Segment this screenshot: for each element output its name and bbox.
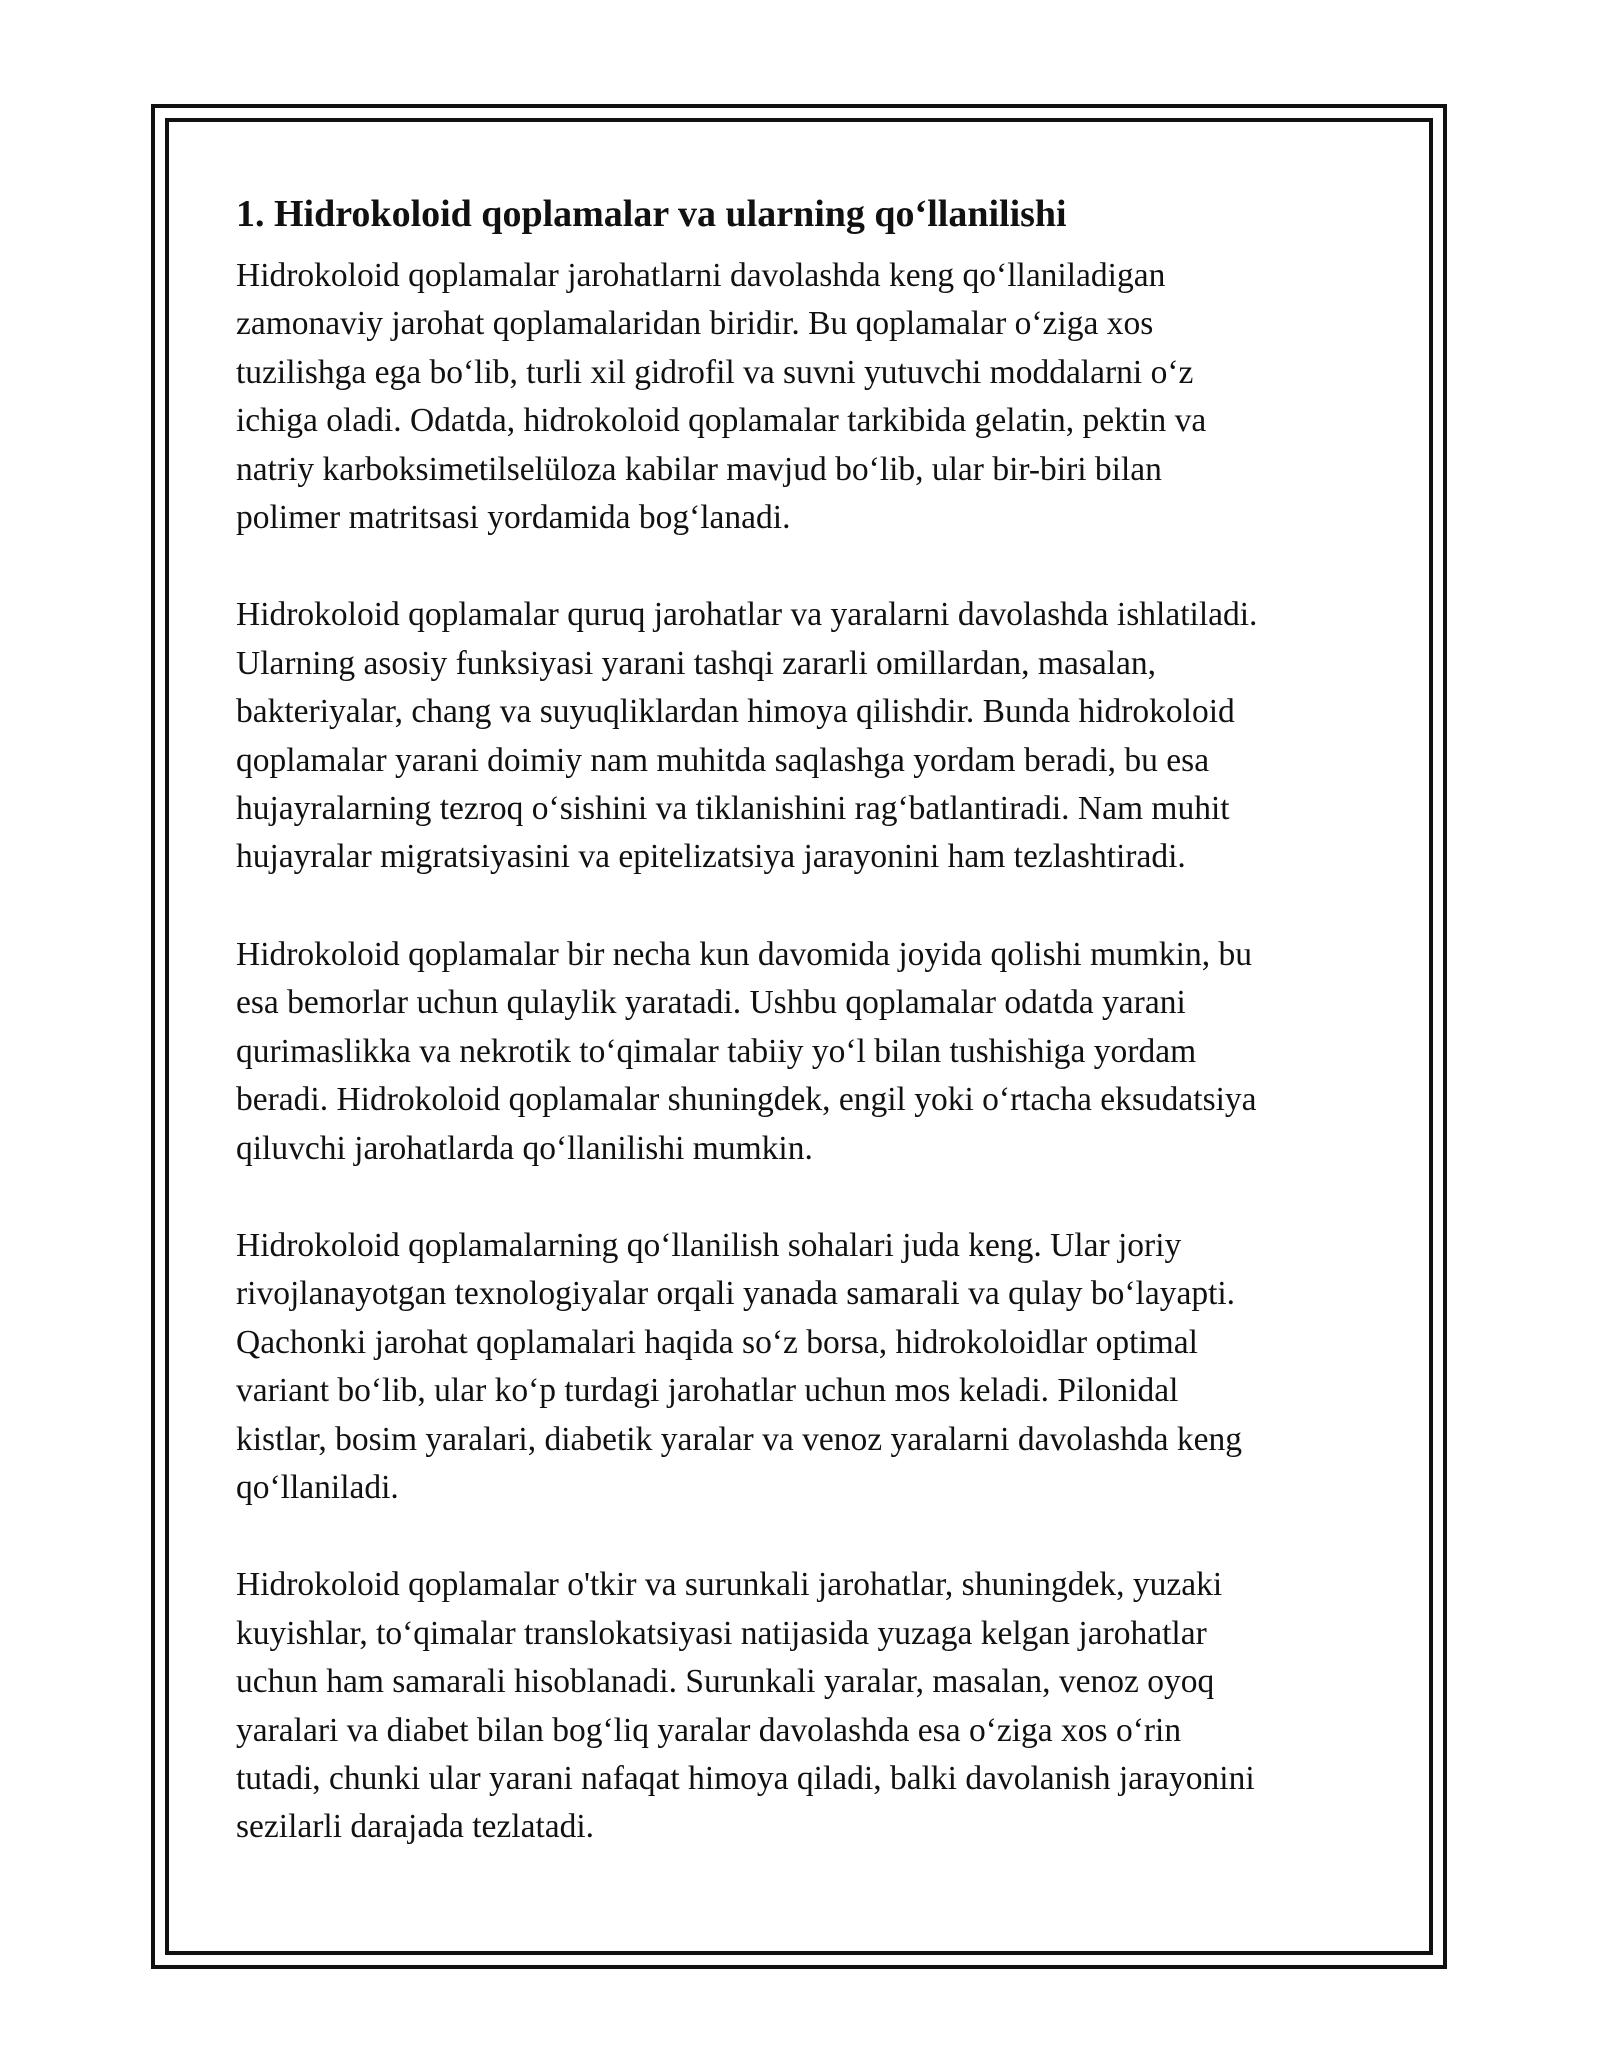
paragraph <box>236 252 1366 542</box>
text-line: polimer matritsasi yordamida bog‘lanadi. <box>236 499 791 537</box>
text-line: tutadi, chunki ular yarani nafaqat himoya qiladi, balki davolanish jarayonini <box>236 1759 1255 1797</box>
text-line: kuyishlar, to‘qimalar translokatsiyasi natijasida yuzaga kelgan jarohatlar <box>236 1614 1207 1652</box>
text-line: natriy karboksimetilselülоza kabilar mavjud bo‘lib, ular bir-biri bilan <box>236 450 1162 488</box>
text-line: esa bemorlar uchun qulaylik yaratadi. Ushbu qoplamalar odatda yarani <box>236 984 1186 1022</box>
text-line: hujayralarning tezroq o‘sishini va tiklanishini rag‘batlantiradi. Nam muhit <box>236 790 1230 828</box>
paragraph <box>236 931 1366 1173</box>
text-line: qo‘llaniladi. <box>236 1468 399 1506</box>
text-line: tuzilishga ega bo‘lib, turli xil gidrofil va suvni yutuvchi moddalarni o‘z <box>236 353 1194 391</box>
text-line: hujayralar migratsiyasini va epitelizatsiya jarayonini ham tezlashtiradi. <box>236 838 1186 876</box>
text-line: Hidrokoloid qoplamalar o'tkir va surunkali jarohatlar, shuningdek, yuzaki <box>236 1566 1223 1604</box>
text-line: variant bo‘lib, ular ko‘p turdagi jarohatlar uchun mos keladi. Pilonidal <box>236 1372 1179 1410</box>
text-line: Hidrokoloid qoplamalar bir necha kun davomida joyida qolishi mumkin, bu <box>236 935 1252 973</box>
text-line: uchun ham samarali hisoblanadi. Surunkali yaralar, masalan, venoz oyoq <box>236 1663 1215 1701</box>
text-line: Ularning asosiy funksiyasi yarani tashqi zararli omillardan, masalan, <box>236 644 1157 682</box>
text-line: bakteriyalar, chang va suyuqliklardan himoya qilishdir. Bunda hidrokoloid <box>236 693 1235 731</box>
text-line: beradi. Hidrokoloid qoplamalar shuningdek, engil yoki o‘rtacha eksudatsiya <box>236 1081 1257 1119</box>
text-line: qurimaslikka va nekrotik to‘qimalar tabiiy yo‘l bilan tushishiga yordam <box>236 1032 1197 1070</box>
document-body <box>236 184 1366 1852</box>
paragraph <box>236 1222 1366 1512</box>
text-line: Hidrokoloid qoplamalar quruq jarohatlar va yaralarni davolashda ishlatiladi. <box>236 596 1258 634</box>
text-line: Hidrokoloid qoplamalarning qo‘llanilish sohalari juda keng. Ular joriy <box>236 1226 1182 1264</box>
paragraph <box>236 591 1366 881</box>
text-line: qiluvchi jarohatlarda qo‘llanilishi mumkin. <box>236 1129 813 1167</box>
text-line: rivojlanayotgan texnologiyalar orqali yanada samarali va qulay bo‘layapti. <box>236 1275 1236 1313</box>
text-line: zamonaviy jarohat qoplamalaridan biridir. Bu qoplamalar o‘ziga xos <box>236 305 1154 343</box>
text-line: yaralari va diabet bilan bog‘liq yaralar davolashda esa o‘ziga xos o‘rin <box>236 1711 1182 1749</box>
section-heading: 1. Hidrokoloid qoplamalar va ularning qo‘llanilishi <box>236 193 1067 235</box>
text-line: Qachonki jarohat qoplamalari haqida so‘z borsa, hidrokoloidlar optimal <box>236 1323 1198 1361</box>
text-line: sezilarli darajada tezlatadi. <box>236 1808 595 1846</box>
text-line: qoplamalar yarani doimiy nam muhitda saqlashga yordam beradi, bu esa <box>236 741 1210 779</box>
text-line: kistlar, bosim yaralari, diabetik yaralar va venoz yaralarni davolashda keng <box>236 1420 1243 1458</box>
text-line: Hidrokoloid qoplamalar jarohatlarni davolashda keng qo‘llaniladigan <box>236 257 1166 294</box>
paragraph <box>236 1561 1366 1851</box>
text-line: ichiga oladi. Odatda, hidrokoloid qoplamalar tarkibida gelatin, pektin va <box>236 402 1207 440</box>
